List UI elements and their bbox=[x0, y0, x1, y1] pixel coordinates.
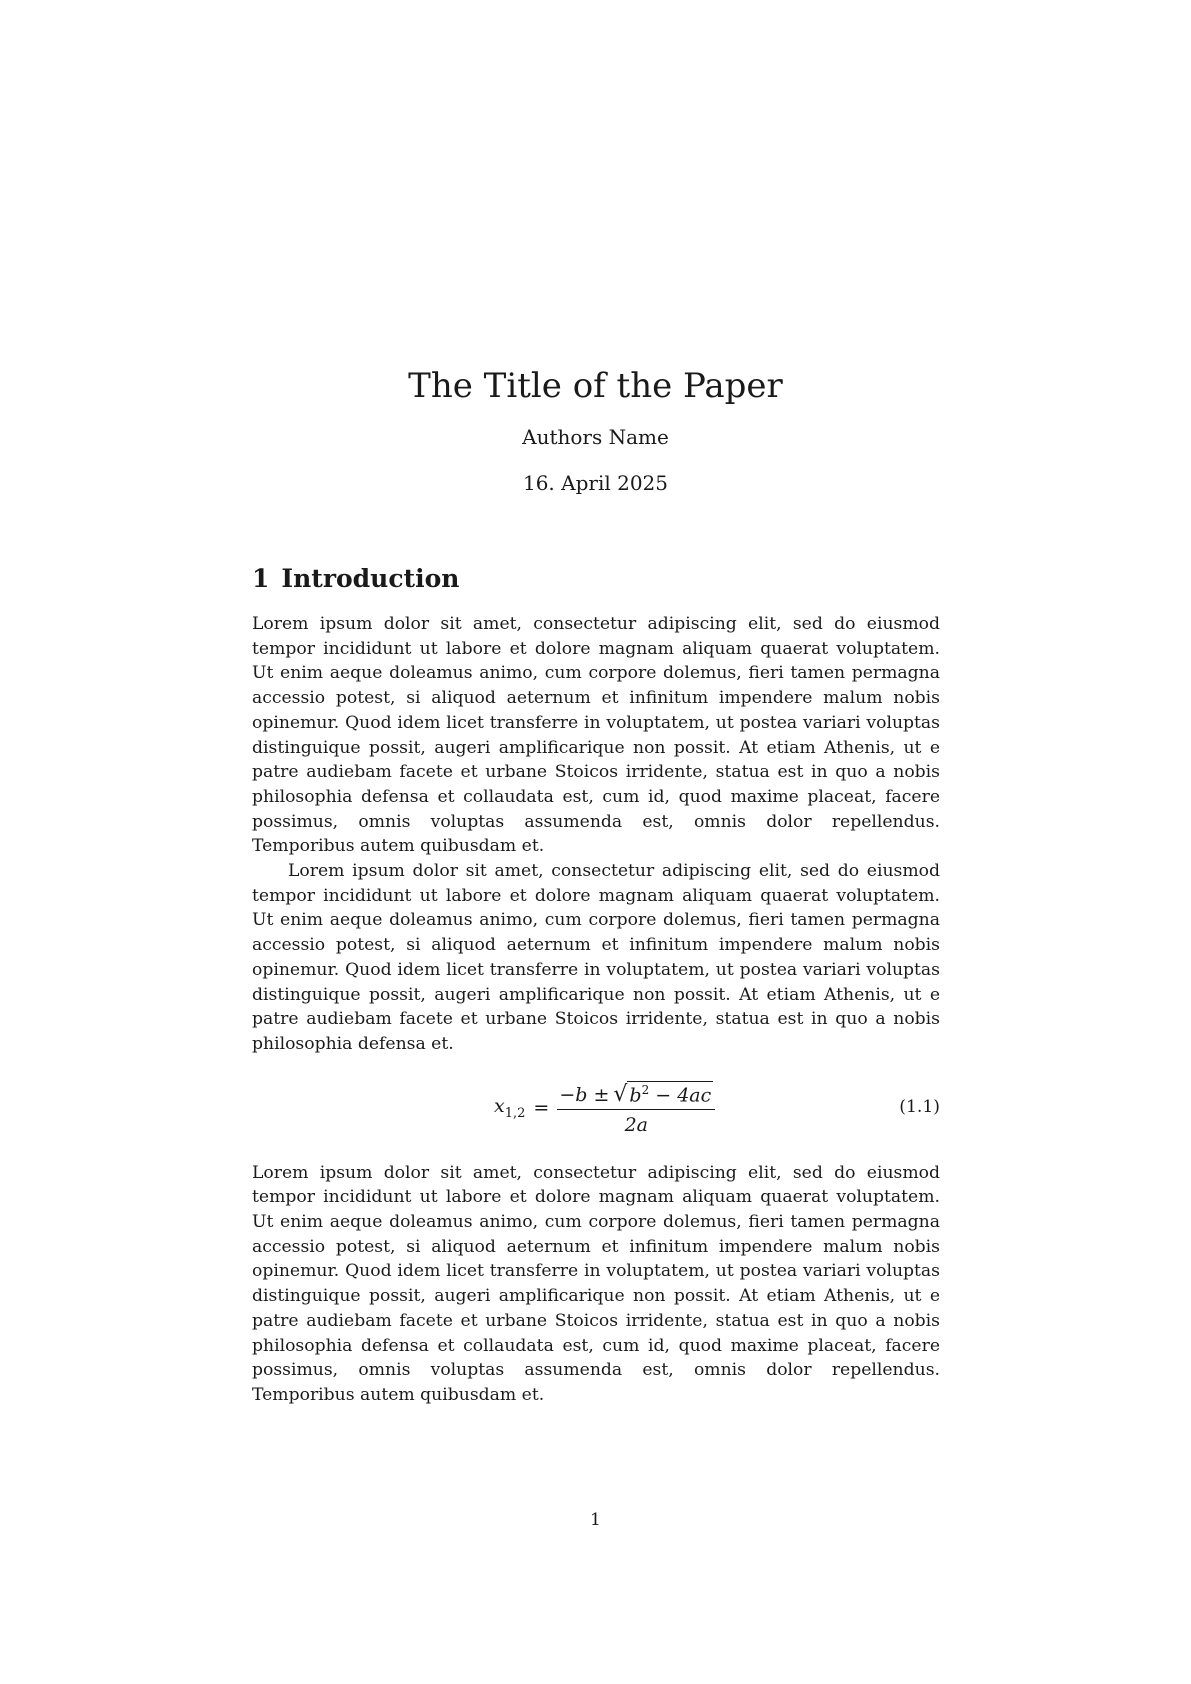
square-root bbox=[613, 1081, 713, 1106]
paragraph-2: Lorem ipsum dolor sit amet, consectetur adipiscing elit, sed do eiusmod tempor incididunt ut labore et dolore magnam aliquam quaerat voluptatem. Ut enim aeque doleamus animo, cum corpore dolemus, fieri tamen permagna accessio potest, si aliquod aeternum et infinitum impendere malum nobis opinemur. Quod idem licet transferre in voluptatem, ut postea variari voluptas distinguique possit, augeri amplificarique non possit. At etiam Athenis, ut e patre audiebam facete et urbane Stoicos irridente, statua est in quo a nobis philosophia defensa et. bbox=[252, 861, 940, 1054]
section-number: 1 bbox=[252, 564, 270, 593]
quadratic-equation bbox=[252, 1071, 940, 1147]
lhs-subscript: 1,2 bbox=[504, 1106, 526, 1122]
equation-lhs bbox=[494, 1095, 525, 1121]
radicand-rest: − 4ac bbox=[649, 1083, 712, 1106]
section-title: Introduction bbox=[281, 564, 460, 593]
numerator-minus-b: −b ± bbox=[559, 1083, 610, 1106]
sqrt-icon: √ bbox=[613, 1081, 628, 1107]
equation-fraction bbox=[557, 1081, 715, 1136]
paragraph-3: Lorem ipsum dolor sit amet, consectetur adipiscing elit, sed do eiusmod tempor incididunt ut labore et dolore magnam aliquam quaerat voluptatem. Ut enim aeque doleamus animo, cum corpore dolemus, fieri tamen permagna accessio potest, si aliquod aeternum et infinitum impendere malum nobis opinemur. Quod idem licet transferre in voluptatem, ut postea variari voluptas distinguique possit, augeri amplificarique non possit. At etiam Athenis, ut e patre audiebam facete et urbane Stoicos irridente, statua est in quo a nobis philosophia defensa et collaudata est, cum id, quod maxime placeat, facere possimus, omnis voluptas assumenda est, omnis dolor repellendus. Temporibus autem quibusdam et. bbox=[252, 1162, 940, 1405]
radicand-exponent: 2 bbox=[641, 1082, 650, 1097]
paper-title: The Title of the Paper bbox=[408, 366, 783, 406]
radicand-b: b bbox=[629, 1083, 642, 1106]
section-heading bbox=[252, 564, 940, 594]
page-number: 1 bbox=[590, 1510, 601, 1530]
equation-body bbox=[494, 1081, 715, 1136]
fraction-numerator bbox=[557, 1081, 715, 1109]
equation-number: (1.1) bbox=[899, 1096, 940, 1117]
main-content bbox=[252, 564, 940, 1408]
paragraph-1: Lorem ipsum dolor sit amet, consectetur adipiscing elit, sed do eiusmod tempor incididunt ut labore et dolore magnam aliquam quaerat voluptatem. Ut enim aeque doleamus animo, cum corpore dolemus, fieri tamen permagna accessio potest, si aliquod aeternum et infinitum impendere malum nobis opinemur. Quod idem licet transferre in voluptatem, ut postea variari voluptas distinguique possit, augeri amplificarique non possit. At etiam Athenis, ut e patre audiebam facete et urbane Stoicos irridente, statua est in quo a nobis philosophia defensa et collaudata est, cum id, quod maxime placeat, facere possimus, omnis voluptas assumenda est, omnis dolor repellendus. Temporibus autem quibusdam et. bbox=[252, 614, 940, 857]
equals-sign: = bbox=[533, 1097, 550, 1120]
lhs-variable: x bbox=[494, 1095, 505, 1118]
publication-date: 16. April 2025 bbox=[522, 471, 669, 495]
author-name: Authors Name bbox=[522, 425, 669, 449]
fraction-denominator: 2a bbox=[557, 1109, 715, 1136]
radicand bbox=[627, 1081, 713, 1106]
